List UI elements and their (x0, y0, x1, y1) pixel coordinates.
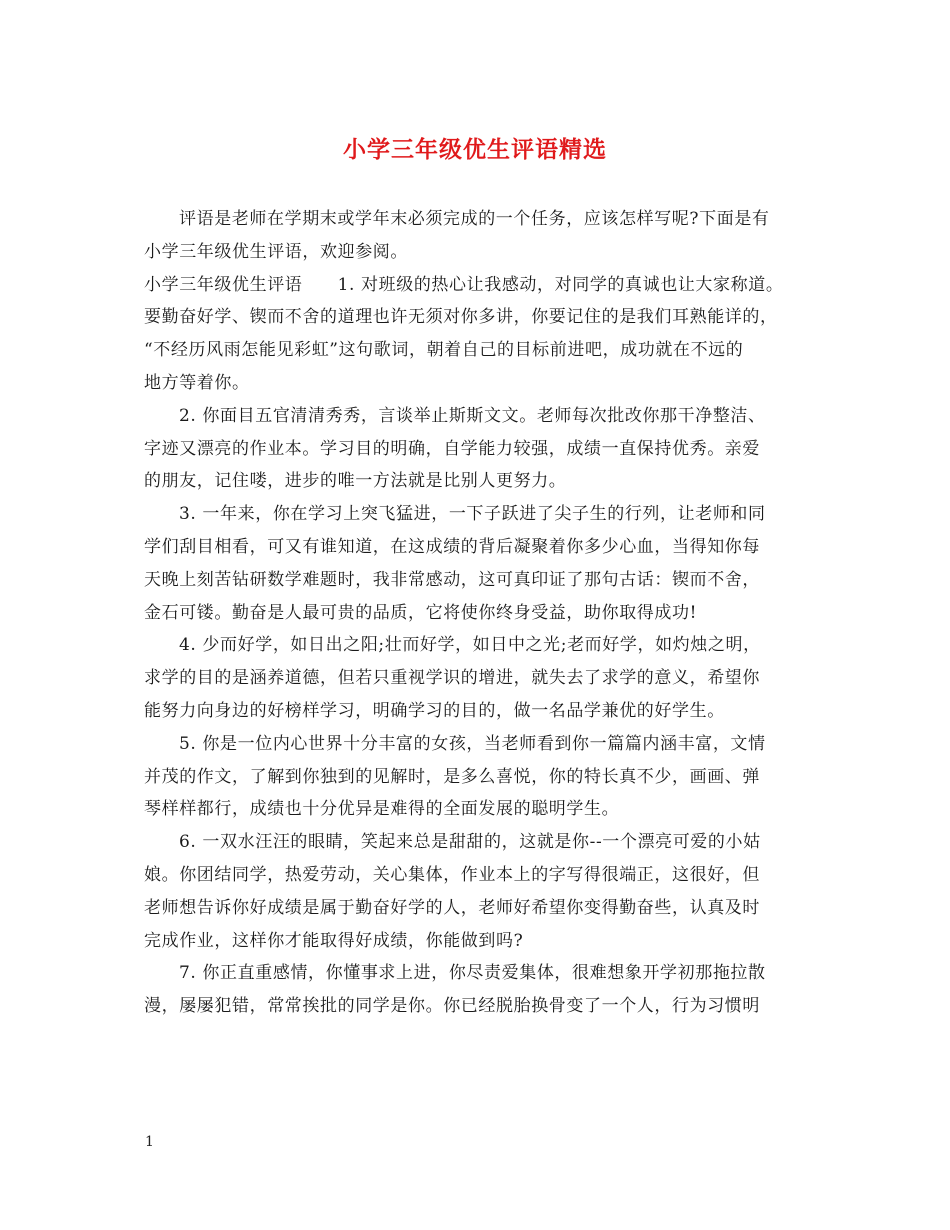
paragraph-line: 小学三年级优生评语 1. 对班级的热心让我感动，对同学的真诚也让大家称道。 (144, 274, 784, 295)
paragraph-line: 琴样样都行，成绩也十分优异是难得的全面发展的聪明学生。 (144, 799, 620, 820)
paragraph-line: “不经历风雨怎能见彩虹”这句歌词，朝着自己的目标前进吧，成功就在不远的 (144, 340, 744, 361)
paragraph-line: 6. 一双水汪汪的眼睛，笑起来总是甜甜的，这就是你--一个漂亮可爱的小姑 (179, 832, 761, 853)
paragraph-line: 的朋友，记住喽，进步的唯一方法就是比别人更努力。 (144, 471, 567, 492)
paragraph-line: 4. 少而好学，如日出之阳;壮而好学，如日中之光;老而好学，如灼烛之明， (179, 635, 761, 656)
paragraph-line: 老师想告诉你好成绩是属于勤奋好学的人，老师好希望你变得勤奋些，认真及时 (144, 897, 760, 918)
paragraph-line: 字迹又漂亮的作业本。学习目的明确，自学能力较强，成绩一直保持优秀。亲爱 (144, 438, 760, 459)
paragraph-line: 7. 你正直重感情，你懂事求上进，你尽责爱集体，很难想象开学初那拖拉散 (179, 963, 766, 984)
paragraph-line: 学们刮目相看，可又有谁知道，在这成绩的背后凝聚着你多少心血，当得知你每 (144, 536, 760, 557)
paragraph-line: 5. 你是一位内心世界十分丰富的女孩，当老师看到你一篇篇内涵丰富，文情 (179, 733, 766, 754)
paragraph-line: 娘。你团结同学，热爱劳动，关心集体，作业本上的字写得很端正，这很好，但 (144, 864, 760, 885)
paragraph-line: 金石可镂。勤奋是人最可贵的品质，它将使你终身受益，助你取得成功! (144, 602, 698, 623)
paragraph-line: 小学三年级优生评语，欢迎参阅。 (144, 241, 408, 262)
paragraph-line: 漫，屡屡犯错，常常挨批的同学是你。你已经脱胎换骨变了一个人，行为习惯明 (144, 996, 760, 1017)
document-title: 小学三年级优生评语精选 (343, 137, 607, 163)
paragraph-line: 完成作业，这样你才能取得好成绩，你能做到吗? (144, 930, 524, 951)
paragraph-line: 地方等着你。 (144, 372, 250, 393)
document-body (144, 203, 808, 1023)
page-number: 1 (145, 1134, 154, 1150)
paragraph-line: 能努力向身边的好榜样学习，明确学习的目的，做一名品学兼优的好学生。 (144, 700, 725, 721)
paragraph-line: 求学的目的是涵养道德，但若只重视学识的增进，就失去了求学的意义，希望你 (144, 668, 760, 689)
paragraph-line: 3. 一年来，你在学习上突飞猛进，一下子跃进了尖子生的行列，让老师和同 (179, 504, 766, 525)
paragraph-line: 并茂的作文，了解到你独到的见解时，是多么喜悦，你的特长真不少，画画、弹 (144, 766, 760, 787)
paragraph-line: 评语是老师在学期末或学年末必须完成的一个任务，应该怎样写呢?下面是有 (179, 209, 770, 229)
paragraph-line: 要勤奋好学、锲而不舍的道理也许无须对你多讲，你要记住的是我们耳熟能详的， (144, 307, 778, 328)
paragraph-line: 2. 你面目五官清清秀秀，言谈举止斯斯文文。老师每次批改你那干净整洁、 (179, 405, 766, 426)
paragraph-line: 天晚上刻苦钻研数学难题时，我非常感动，这可真印证了那句古话：锲而不舍， (144, 569, 760, 590)
